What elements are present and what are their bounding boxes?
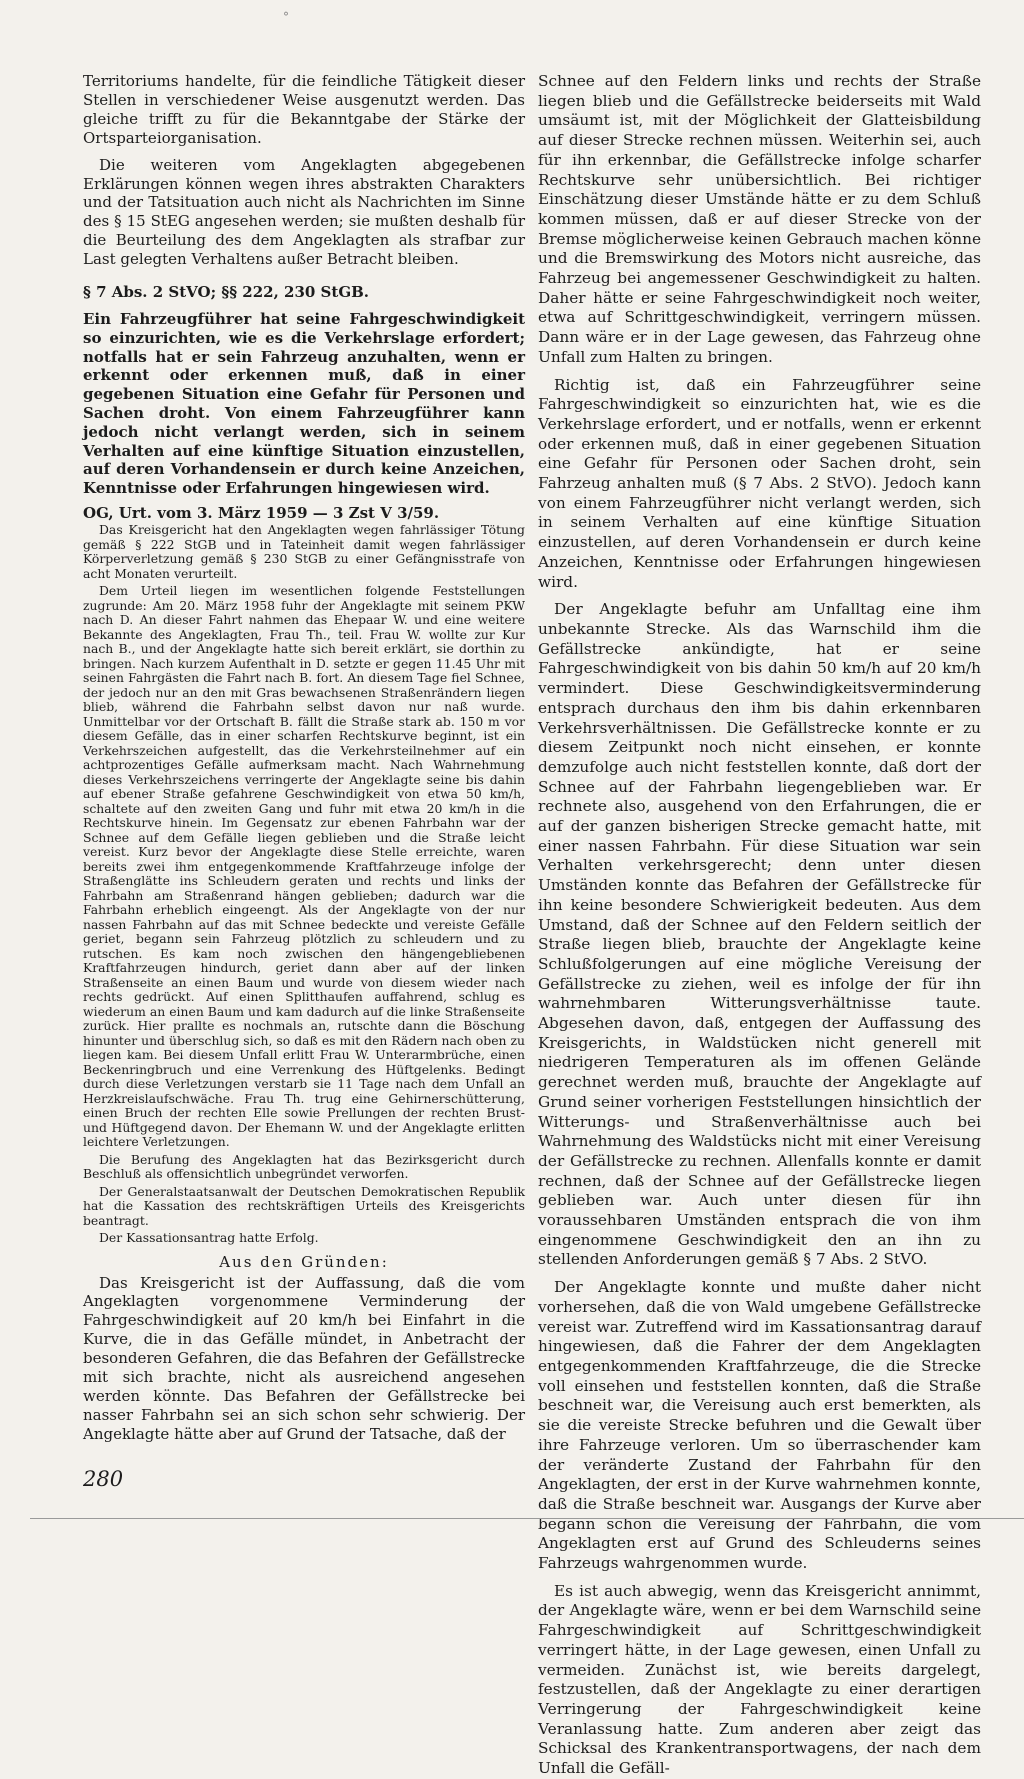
reasons-heading: Aus den Gründen: [219, 1252, 389, 1271]
paragraph: Schnee auf den Feldern links und rechts der Straße liegen blieb und die Gefällstrecke beiderseits mit Wald umsäumt ist, mit der Möglichkeit der Glatteisbildung auf dieser Strecke rechnen müssen. Weiterhin sei, auch für ihn erkennbar, die Gefällstrecke infolge scharfer Rechtskurve sehr unübersichtlich. Bei richtiger Einschätzung dieser Umstände hätte er zu dem Schluß kommen müssen, daß er auf dieser Strecke von der Bremse möglicherweise keinen Gebrauch machen könne und die Bremswirkung des Motors nicht ausreiche, das Fahrzeug bei angemessener Geschwindigkeit zu halten. Daher hätte er seine Fahrgeschwindigkeit noch weiter, etwa auf Schrittgeschwindigkeit, verringern müssen. Dann wäre er in der Lage gewesen, das Fahrzeug ohne Unfall zum Halten zu bringen. [538, 72, 981, 366]
paragraph: Der Angeklagte befuhr am Unfalltag eine ihm unbekannte Strecke. Als das Warnschild ihm die Gefällstrecke ankündigte, hat er seine Fahrgeschwindigkeit von bis dahin 50 km/h auf 20 km/h vermindert. Diese Geschwindigkeitsverminderung entsprach durchaus den ihm bis dahin erkennbaren Verkehrsverhältnissen. Die Gefällstrecke konnte er zu diesem Zeitpunkt noch nicht einsehen, er konnte demzufolge auch nicht feststellen konnte, daß dort der Schnee auf der Fahrbahn liegengeblieben war. Er rechnete also, ausgehend von den Erfahrungen, die er auf der ganzen bisherigen Strecke gemacht hatte, mit einer nassen Fahrbahn. Für diese Situation war sein Verhalten verkehrsgerecht; denn unter diesen Umständen konnte das Befahren der Gefällstrecke für ihn keine besondere Schwierigkeit bedeuten. Aus dem Umstand, daß der Schnee auf den Feldern seitlich der Straße liegen blieb, brauchte der Angeklagte keine Schlußfolgerungen auf eine mögliche Vereisung der Gefällstrecke zu ziehen, weil es infolge der für ihn wahrnehmbaren Witterungsverhältnisse taute. Abgesehen davon, daß, entgegen der Auffassung des Kreisgerichts, in Waldstücken nicht generell mit niedrigeren Temperaturen als im offenen Gelände gerechnet werden muß, brauchte der Angeklagte auf Grund seiner vorherigen Feststellungen hinsichtlich der Witterungs- und Straßenverhältnisse auch bei Wahrnehmung des Waldstücks nicht mit einer Vereisung der Gefällstrecke zu rechnen. Allenfalls konnte er damit rechnen, daß der Schnee auf der Gefällstrecke liegen geblieben war. Auch unter diesen für ihn voraussehbaren Umständen entsprach die von ihm eingenommene Geschwindigkeit den an ihn zu stellenden Anforderungen gemäß § 7 Abs. 2 StVO. [538, 600, 981, 1269]
paragraph: Das Kreisgericht ist der Auffassung, daß die vom Angeklagten vorgenommene Verminderung der Fahrgeschwindigkeit auf 20 km/h bei Einfahrt in die Kurve, die in das Gefälle mündet, in Anbetracht der besonderen Gefahren, die das Befahren der Gefällstrecke mit sich brachte, nicht als ausreichend angesehen werden könnte. Das Befahren der Gefällstrecke bei nasser Fahrbahn sei an sich schon sehr schwierig. Der Angeklagte hätte aber auf Grund der Tatsache, daß der [83, 1273, 525, 1443]
page-number: 280 [83, 1467, 124, 1491]
facts-paragraph: Der Kassationsantrag hatte Erfolg. [99, 1230, 319, 1246]
facts-paragraph: Das Kreisgericht hat den Angeklagten wegen fahrlässiger Tötung gemäß § 222 StGB und in Tateinheit damit wegen fahrlässiger Körperverletzung gemäß § 230 StGB zu einer Gefängnisstrafe von acht Monaten verurteilt. [83, 522, 525, 581]
right-column [538, 72, 981, 1779]
bottom-rule [30, 1518, 1024, 1519]
left-column [83, 72, 525, 1444]
paragraph: Es ist auch abwegig, wenn das Kreisgericht annimmt, der Angeklagte wäre, wenn er bei dem Warnschild seine Fahrgeschwindigkeit auf Schrittgeschwindigkeit verringert hätte, in der Lage gewesen, einen Unfall zu vermeiden. Zunächst ist, wie bereits dargelegt, festzustellen, daß der Angeklagte zu einer derartigen Verringerung der Fahrgeschwindigkeit keine Veranlassung hatte. Zum anderen aber zeigt das Schicksal des Krankentransportwagens, der nach dem Unfall die Gefäll- [538, 1581, 981, 1778]
paragraph: Die weiteren vom Angeklagten abgegebenen Erklärungen können wegen ihres abstrakten Charakters und der Tatsituation auch nicht als Nachrichten im Sinne des § 15 StEG angesehen werden; sie mußten deshalb für die Beurteilung des dem Angeklagten als strafbar zur Last gelegten Verhaltens außer Betracht bleiben. [83, 155, 525, 269]
paper-speck: ° [283, 10, 289, 24]
facts-paragraph: Dem Urteil liegen im wesentlichen folgende Feststellungen zugrunde: Am 20. März 1958 fuhr der Angeklagte mit seinem PKW nach D. An dieser Fahrt nahmen das Ehepaar W. und eine weitere Bekannte des Angeklagten, Frau Th., teil. Frau W. wollte zur Kur nach B., und der Angeklagte hatte sich bereit erklärt, sie dorthin zu bringen. Nach kurzem Aufenthalt in D. setzte er gegen 11.45 Uhr mit seinen Fahrgästen die Fahrt nach B. fort. An diesem Tage fiel Schnee, der jedoch nur an den mit Gras bewachsenen Straßenrändern liegen blieb, während die Fahrbahn selbst davon nur naß wurde. Unmittelbar vor der Ortschaft B. fällt die Straße stark ab. 150 m vor diesem Gefälle, das in einer scharfen Rechtskurve beginnt, ist ein Verkehrszeichen aufgestellt, das die Verkehrsteilnehmer auf ein achtprozentiges Gefälle aufmerksam macht. Nach Wahrnehmung dieses Verkehrszeichens verringerte der Angeklagte seine bis dahin auf ebener Straße gefahrene Geschwindigkeit von etwa 50 km/h, schaltete auf den zweiten Gang und fuhr mit etwa 20 km/h in die Rechtskurve hinein. Im Gegensatz zur ebenen Fahrbahn war der Schnee auf dem Gefälle liegen geblieben und die Straße leicht vereist. Kurz bevor der Angeklagte diese Stelle erreichte, waren bereits zwei ihm entgegenkommende Kraftfahrzeuge infolge der Straßenglätte ins Schleudern geraten und rechts und links der Fahrbahn am Straßenrand hängen geblieben; dadurch war die Fahrbahn erheblich eingeengt. Als der Angeklagte von der nur nassen Fahrbahn auf das mit Schnee bedeckte und vereiste Gefälle geriet, begann sein Fahrzeug plötzlich zu schleudern und zu rutschen. Es kam noch zwischen den hängengebliebenen Kraftfahrzeugen hindurch, geriet dann aber auf der linken Straßenseite an einen Baum und wurde von diesem wieder nach rechts gedrückt. Auf einen Splitthaufen auffahrend, schlug es wiederum an einen Baum und kam dadurch auf die linke Straßenseite zurück. Hier prallte es nochmals an, rutschte dann die Böschung hinunter und überschlug sich, so daß es mit den Rädern nach oben zu liegen kam. Bei diesem Unfall erlitt Frau W. Unterarmbrüche, einen Beckenringbruch und eine Verrenkung des Hüftgelenks. Bedingt durch diese Verletzungen verstarb sie 11 Tage nach dem Unfall an Herzkreislaufschwäche. Frau Th. trug eine Gehirnerschütterung, einen Bruch der rechten Elle sowie Prellungen der rechten Brust- und Hüftgegend davon. Der Ehemann W. und der Angeklagte erlitten leichtere Verletzungen. [83, 583, 525, 1150]
paragraph: Der Angeklagte konnte und mußte daher nicht vorhersehen, daß die von Wald umgebene Gefällstrecke vereist war. Zutreffend wird im Kassationsantrag darauf hingewiesen, daß die Fahrer der dem Angeklagten entgegenkommenden Kraftfahrzeuge, die die Strecke voll einsehen und feststellen konnten, daß die Straße beschneit war, die Vereisung auch erst bemerkten, als sie die vereiste Strecke befuhren und die Gewalt über ihre Fahrzeuge verloren. Um so überraschender kam der veränderte Zustand der Fahrbahn für den Angeklagten, der erst in der Kurve wahrnehmen konnte, daß die Straße beschneit war. Ausgangs der Kurve aber begann schon die Vereisung der Fahrbahn, die vom Angeklagten erst auf Grund des Schleuderns seines Fahrzeugs wahrgenommen wurde. [538, 1278, 981, 1573]
legal-heading: § 7 Abs. 2 StVO; §§ 222, 230 StGB. [83, 283, 370, 302]
court-citation: OG, Urt. vom 3. März 1959 — 3 Zst V 3/59. [83, 504, 440, 523]
paragraph: Richtig ist, daß ein Fahrzeugführer seine Fahrgeschwindigkeit so einzurichten hat, wie es die Verkehrslage erfordert, und er notfalls, wenn er erkennt oder erkennen muß, daß in einer gegebenen Situation eine Gefahr für Personen oder Sachen droht, sein Fahrzeug anhalten muß (§ 7 Abs. 2 StVO). Jedoch kann von einem Fahrzeugführer nicht verlangt werden, sich in seinem Verhalten auf eine künftige Situation einzustellen, auf deren Vorhandensein er durch keine Anzeichen, Kenntnisse oder Erfahrungen hingewiesen wird. [538, 375, 981, 591]
facts-paragraph: Der Generalstaatsanwalt der Deutschen Demokratischen Republik hat die Kassation des rechtskräftigen Urteils des Kreisgerichts beantragt. [83, 1183, 525, 1228]
headnote: Ein Fahrzeugführer hat seine Fahrgeschwindigkeit so einzurichten, wie es die Verkehrslage erfordert; notfalls hat er sein Fahrzeug anzuhalten, wenn er erkennt oder erkennen muß, daß in einer gegebenen Situation eine Gefahr für Personen und Sachen droht. Von einem Fahrzeugführer kann jedoch nicht verlangt werden, sich in seinem Verhalten auf eine künftige Situation einzustellen, auf deren Vorhandensein er durch keine Anzeichen, Kenntnisse oder Erfahrungen hingewiesen wird. [83, 310, 525, 498]
facts-paragraph: Die Berufung des Angeklagten hat das Bezirksgericht durch Beschluß als offensichtlich unbegründet verworfen. [83, 1151, 525, 1182]
paragraph: Territoriums handelte, für die feindliche Tätigkeit dieser Stellen in verschiedener Weise ausgenutzt werden. Das gleiche trifft zu für die Bekanntgabe der Stärke der Ortsparteiorganisation. [83, 72, 525, 147]
